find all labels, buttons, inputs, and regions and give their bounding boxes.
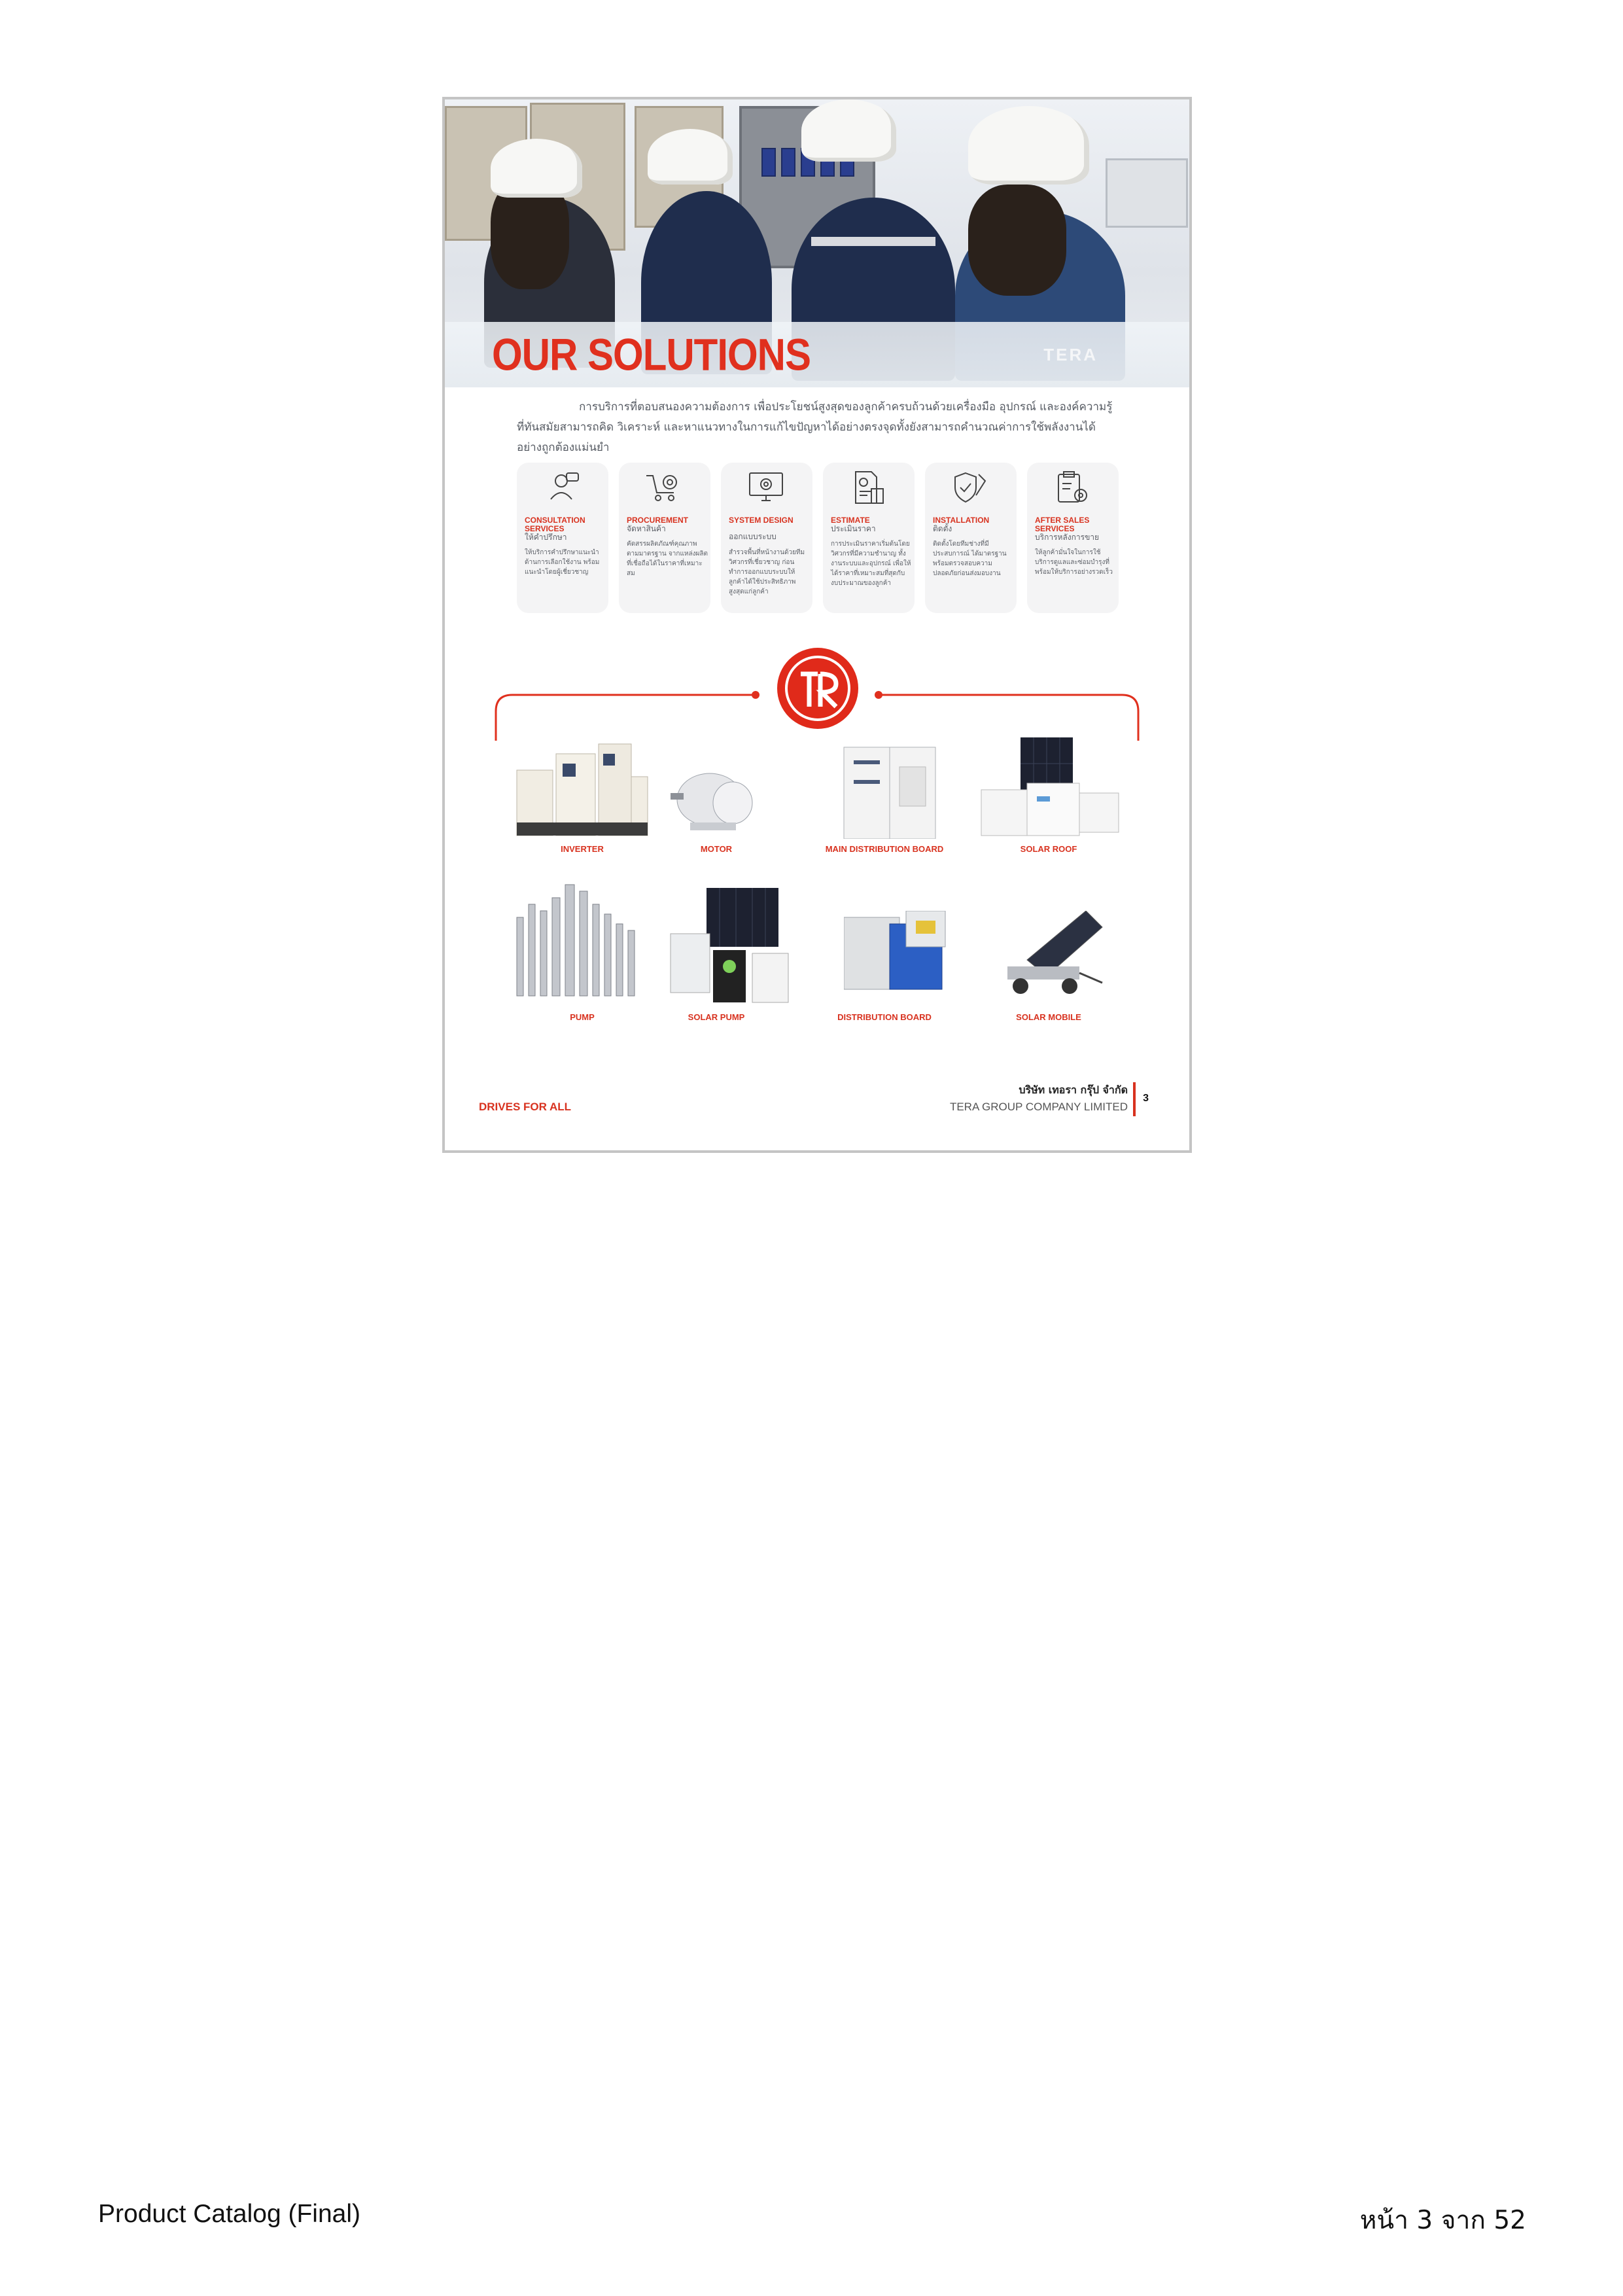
company-logo <box>777 648 858 729</box>
service-description: สำรวจพื้นที่หน้างานด้วยทีมวิศวกรที่เชี่ยวชาญ ก่อนทำการออกแบบระบบให้ลูกค้าได้ใช้ประสิทธิภาพสูงสุดแก่ลูกค้า <box>729 549 805 595</box>
service-name: INSTALLATION ติดตั้ง <box>933 516 990 533</box>
product-label-motor: MOTOR <box>700 844 733 854</box>
footer-slogan: DRIVES FOR ALL <box>479 1101 572 1113</box>
product-label-main-distribution-board: MAIN DISTRIBUTION BOARD <box>825 844 944 854</box>
footer-company-th: บริษัท เทอรา กรุ๊ป จำกัด <box>1019 1084 1128 1096</box>
solar-pump-image <box>667 888 798 1006</box>
distribution-board-image <box>844 911 949 996</box>
service-description: ติดตั้งโดยทีมช่างที่มีประสบการณ์ ได้มาตรฐาน พร้อมตรวจสอบความปลอดภัยก่อนส่งมอบงาน <box>933 540 1007 577</box>
page-indicator: หน้า 3 จาก 52 <box>1359 2206 1526 2235</box>
service-description: คัดสรรผลิตภัณฑ์คุณภาพตามมาตรฐาน จากแหล่งผลิตที่เชื่อถือได้ในราคาที่เหมาะสม <box>627 540 708 577</box>
solar-mobile-image <box>994 911 1106 1002</box>
product-label-distribution-board: DISTRIBUTION BOARD <box>837 1012 932 1022</box>
product-label-inverter: INVERTER <box>561 844 604 854</box>
main-distribution-board-image <box>837 741 942 839</box>
solar-roof-image <box>975 737 1125 842</box>
service-description: การประเมินราคาเริ่มต้นโดยวิศวกรที่มีความชำนาญ ทั้งงานระบบและอุปกรณ์ เพื่อให้ได้ราคาที่เหมาะสมที่สุดกับงบประมาณของลูกค้า <box>831 540 911 587</box>
service-name: PROCUREMENT จัดหาสินค้า <box>627 516 689 533</box>
inverter-image <box>510 724 654 842</box>
catalog-page <box>442 97 1192 1153</box>
footer-divider <box>1133 1082 1136 1116</box>
brand-watermark: TERA <box>1043 345 1098 364</box>
document-title: Product Catalog (Final) <box>98 2200 361 2228</box>
intro-paragraph: การบริการที่ตอบสนองความต้องการ เพื่อประโยชน์สูงสุดของลูกค้าครบถ้วนด้วยเครื่องมือ อุปกรณ์ และองค์ความรู้ที่ทันสมัยสามารถคิด วิเคราะห์ และหาแนวทางในการแก้ไขปัญหาได้อย่างตรงจุดทั้งยังสามารถคำนวณค่าการใช้พลังงานได้อย่างถูกต้องแม่นยำ <box>517 400 1113 454</box>
service-name: ESTIMATE ประเมินราคา <box>831 516 876 533</box>
service-description: ให้บริการคำปรึกษาแนะนำด้านการเลือกใช้งาน พร้อมแนะนำโดยผู้เชี่ยวชาญ <box>525 549 600 576</box>
service-name: AFTER SALES SERVICES บริการหลังการขาย <box>1035 516 1100 542</box>
service-name: CONSULTATION SERVICES ให้คำปรึกษา <box>525 516 585 542</box>
product-label-solar-mobile: SOLAR MOBILE <box>1016 1012 1081 1022</box>
product-label-pump: PUMP <box>570 1012 595 1022</box>
product-label-solar-roof: SOLAR ROOF <box>1020 844 1077 854</box>
footer-page-number: 3 <box>1143 1093 1149 1104</box>
service-name: SYSTEM DESIGN ออกแบบระบบ <box>729 516 794 541</box>
product-label-solar-pump: SOLAR PUMP <box>688 1012 745 1022</box>
service-description: ให้ลูกค้ามั่นใจในการใช้บริการดูแลและซ่อมบำรุงที่พร้อมให้บริการอย่างรวดเร็ว <box>1035 549 1113 576</box>
motor-image <box>671 760 762 839</box>
page-title: OUR SOLUTIONS <box>492 329 811 380</box>
footer-company-en: TERA GROUP COMPANY LIMITED <box>949 1101 1128 1113</box>
pump-image <box>510 878 648 1002</box>
